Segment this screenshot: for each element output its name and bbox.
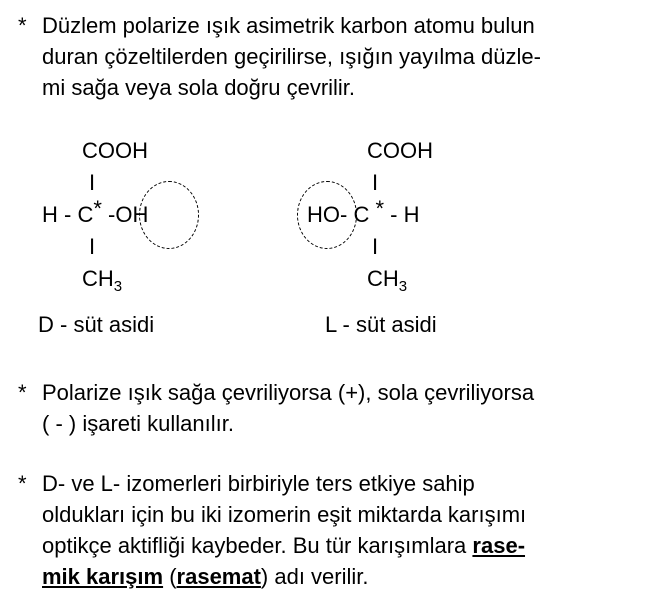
para3-line-3-text: optikçe aktifliği kaybeder. Bu tür karışımlara — [42, 533, 473, 558]
d-h: H — [42, 202, 58, 227]
para2-line-2: ( - ) işareti kullanılır. — [42, 411, 234, 436]
l-dash-2: - — [390, 202, 398, 227]
para3-line-4-end: ) adı verilir. — [260, 564, 369, 589]
para2-line-1: Polarize ışık sağa çevriliyorsa (+), sola çevriliyorsa — [42, 380, 535, 405]
d-oh: OH — [115, 202, 149, 227]
para1-line-1: Düzlem polarize ışık asimetrik karbon atomu bulun — [42, 13, 535, 38]
l-ch3 — [367, 266, 408, 295]
d-ch3-subscript: 3 — [113, 278, 123, 295]
bullet-star: * — [18, 13, 27, 38]
d-cooh: COOH — [82, 138, 148, 163]
l-bond-bottom: I — [372, 234, 379, 259]
bullet-star: * — [18, 380, 27, 405]
l-bond-top: I — [372, 170, 379, 195]
d-oh-highlight-circle — [139, 181, 199, 249]
d-carbon: C — [77, 202, 94, 227]
l-dash-1: - — [340, 202, 348, 227]
l-h: H — [403, 202, 420, 227]
l-cooh: COOH — [367, 138, 433, 163]
para3-line-4-paren: ( — [163, 564, 177, 589]
para1-line-2: duran çözeltilerden geçirilirse, ışığın yayılma düzle- — [42, 44, 541, 69]
term-racemic-part1: rase- — [472, 533, 526, 558]
d-bond-top: I — [89, 170, 96, 195]
l-carbon: C — [353, 202, 370, 227]
para3-line-3 — [42, 530, 526, 561]
l-chiral-star: * — [375, 196, 385, 221]
l-ho: HO — [307, 202, 340, 227]
d-dash-1: - — [64, 202, 72, 227]
d-bond-bottom: I — [89, 234, 96, 259]
d-chiral-star: * — [93, 196, 102, 221]
para1-line-3: mi sağa veya sola doğru çevrilir. — [42, 75, 356, 100]
d-ch3 — [82, 266, 123, 295]
l-lactic-label: L - süt asidi — [325, 312, 437, 337]
para3-line-2: oldukları için bu iki izomerin eşit miktarda karışımı — [42, 502, 527, 527]
l-ch3-subscript: 3 — [398, 278, 408, 295]
d-dash-2: - — [108, 202, 116, 227]
d-ch: CH — [82, 266, 114, 291]
term-racemate: rasemat — [176, 564, 261, 589]
d-center-row — [42, 196, 149, 228]
para3-line-4 — [42, 561, 526, 592]
l-ch: CH — [367, 266, 399, 291]
d-lactic-label: D - süt asidi — [38, 312, 155, 337]
term-racemic-part2: mik karışım — [42, 564, 164, 589]
para3-line-1: D- ve L- izomerleri birbiriyle ters etkiye sahip — [42, 471, 475, 496]
l-ho-highlight-circle — [297, 181, 357, 249]
bullet-star: * — [18, 471, 27, 496]
